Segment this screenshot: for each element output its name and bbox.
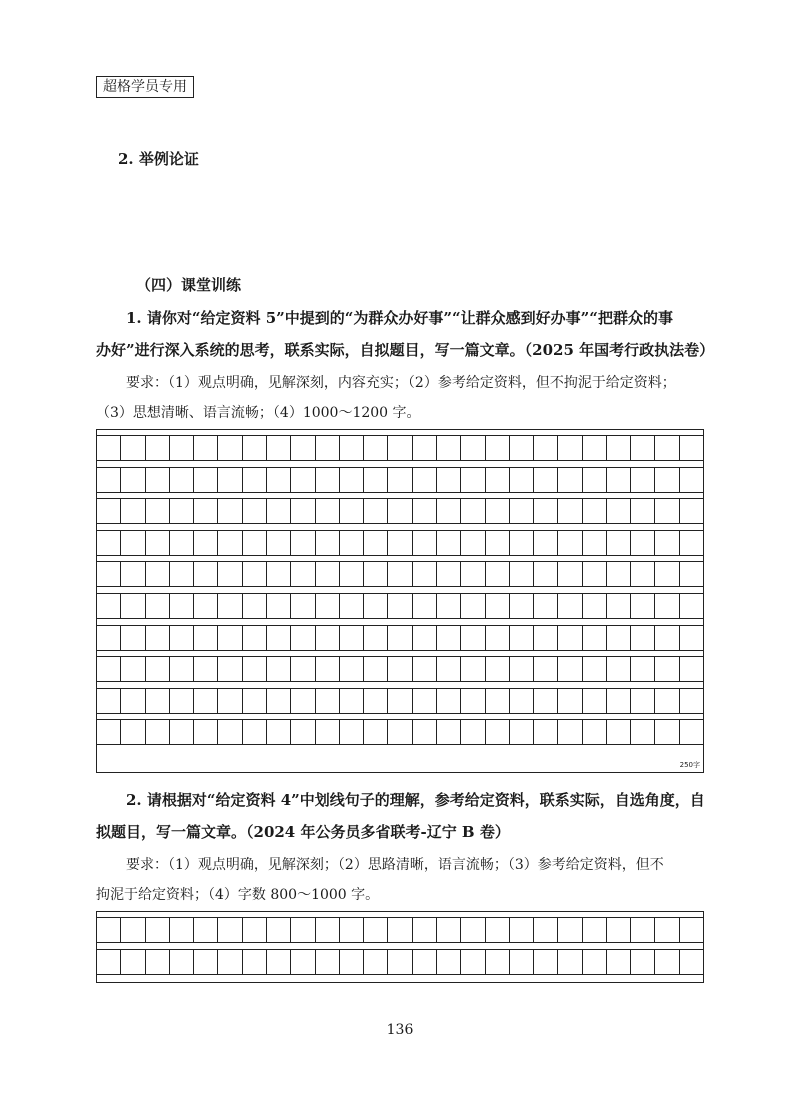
writing-grid-q1[interactable] [96, 429, 704, 773]
q1-requirements-line2: （3）思想清晰、语言流畅；（4）1000～1200 字。 [96, 405, 421, 421]
word-counter: 250字 [679, 761, 700, 769]
page-number: 136 [386, 1022, 414, 1038]
q2-line1: 2. 请根据对“给定资料 4”中划线句子的理解，参考给定资料，联系实际，自选角度，自 [126, 791, 705, 809]
q2-requirements-line1: 要求：（1）观点明确，见解深刻；（2）思路清晰，语言流畅；（3）参考给定资料，但不 [126, 857, 664, 873]
grid-frame [96, 911, 704, 983]
course-badge: 超格学员专用 [96, 76, 194, 98]
section-title-example-argument: 2. 举例论证 [118, 150, 199, 168]
writing-grid-q2[interactable] [96, 911, 704, 983]
q1-line2: 办好”进行深入系统的思考，联系实际，自拟题目，写一篇文章。（2025 年国考行政执法卷） [96, 341, 715, 359]
q2-requirements-line2: 拘泥于给定资料；（4）字数 800～1000 字。 [96, 887, 380, 903]
section-title-class-training: （四）课堂训练 [136, 276, 242, 294]
grid-frame [96, 429, 704, 773]
q1-line1: 1. 请你对“给定资料 5”中提到的“为群众办好事”“让群众感到好办事”“把群众的事 [126, 309, 673, 327]
q2-line2: 拟题目，写一篇文章。（2024 年公务员多省联考-辽宁 B 卷） [96, 823, 510, 841]
q1-requirements-line1: 要求：（1）观点明确，见解深刻，内容充实；（2）参考给定资料，但不拘泥于给定资料； [126, 375, 676, 391]
